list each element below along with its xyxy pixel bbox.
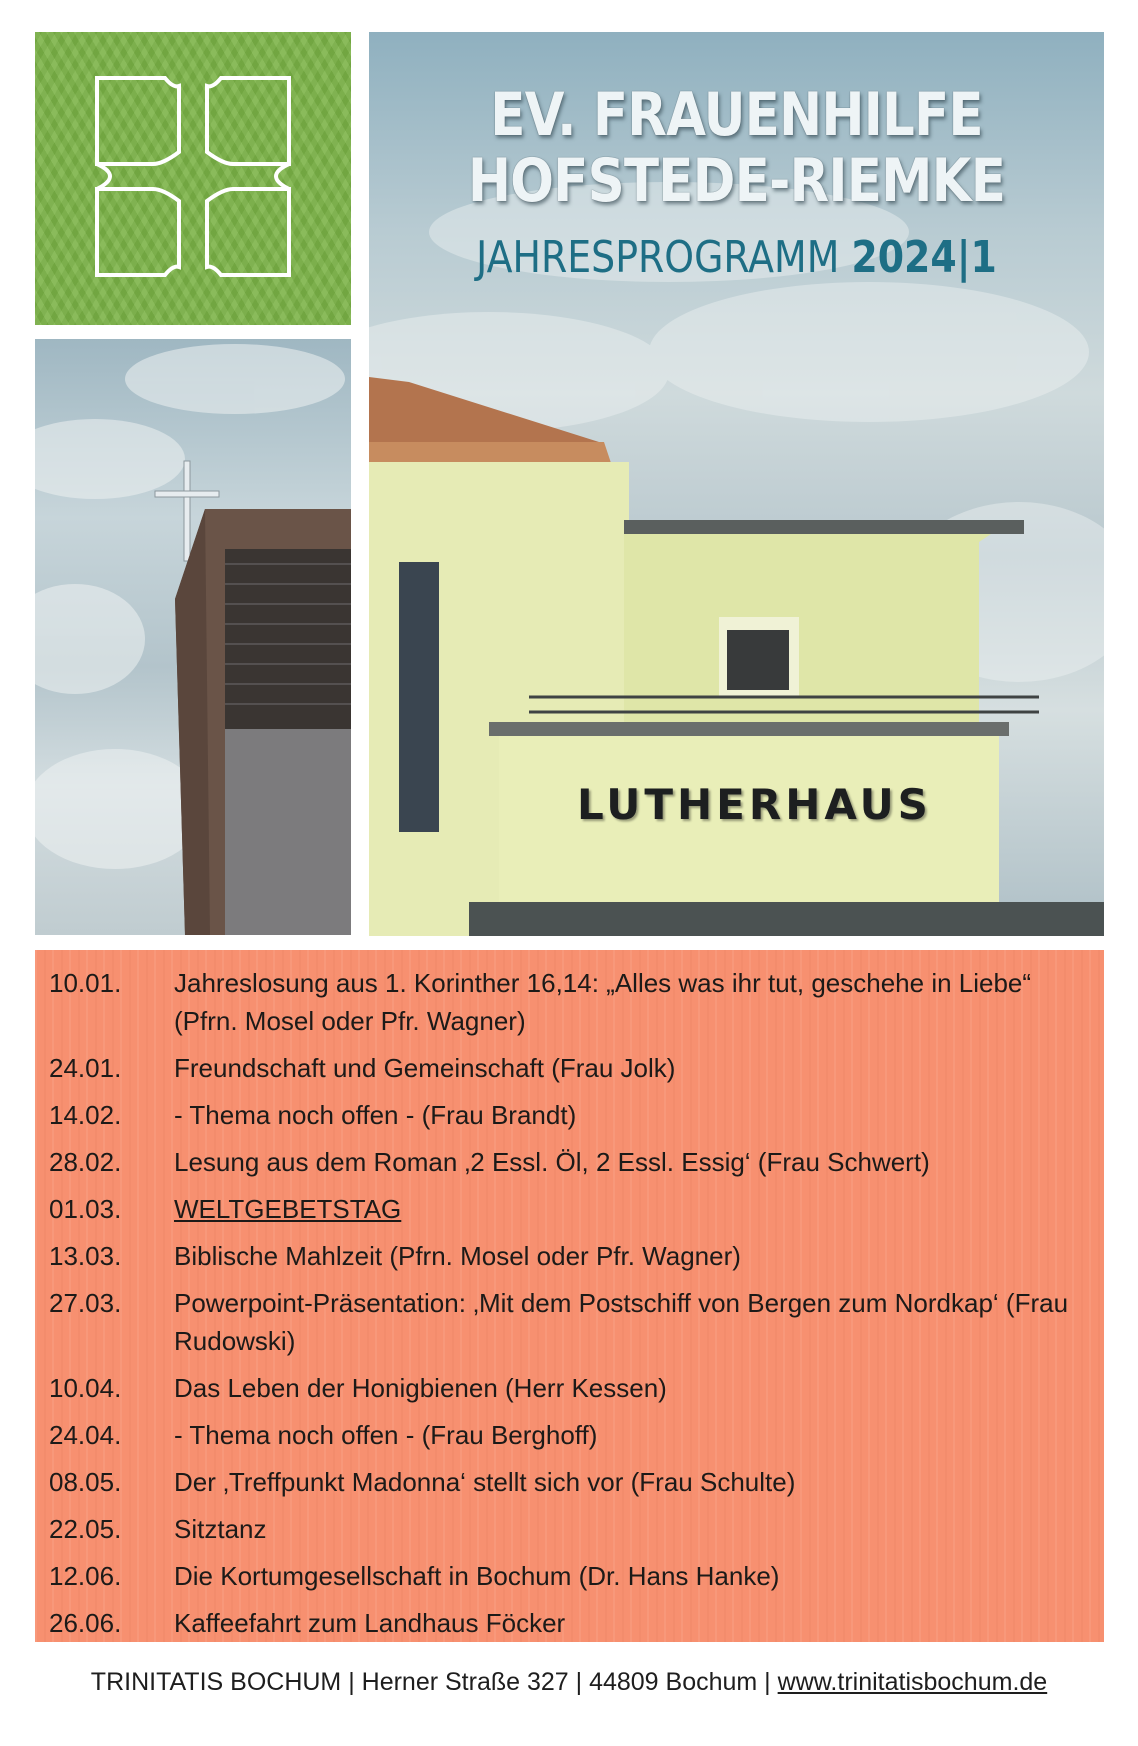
schedule-date: 12.06. <box>49 1561 122 1591</box>
lutherhaus-photo <box>369 32 1104 936</box>
schedule-row <box>35 1237 1104 1275</box>
schedule-date: 10.01. <box>49 968 122 998</box>
logo-panel <box>35 32 351 325</box>
schedule-text: Lesung aus dem Roman ‚2 Essl. Öl, 2 Essl. Essig‘ (Frau Schwert) <box>174 1147 930 1177</box>
schedule-row <box>35 1463 1104 1501</box>
schedule-row <box>35 1143 1104 1181</box>
schedule-date: 24.04. <box>49 1420 122 1450</box>
schedule-row <box>35 1049 1104 1087</box>
schedule-row <box>35 1284 1104 1360</box>
schedule-date: 22.05. <box>49 1514 122 1544</box>
program-subtitle <box>420 232 1052 283</box>
schedule-date: 14.02. <box>49 1100 122 1130</box>
schedule-text: Kaffeefahrt zum Landhaus Föcker <box>174 1608 566 1638</box>
schedule-list <box>35 950 1104 1642</box>
tower-scene <box>35 339 351 935</box>
schedule-date: 01.03. <box>49 1194 122 1224</box>
title-line-2: HOFSTEDE-RIEMKE <box>467 146 1006 216</box>
schedule-date: 26.06. <box>49 1608 122 1638</box>
schedule-date: 28.02. <box>49 1147 122 1177</box>
schedule-text: Der ‚Treffpunkt Madonna‘ stellt sich vor (Frau Schulte) <box>174 1467 796 1497</box>
subtitle-year: 2024|1 <box>851 232 997 283</box>
title-line-1: EV. FRAUENHILFE <box>490 80 983 150</box>
schedule-row <box>35 1416 1104 1454</box>
schedule-text: - Thema noch offen - (Frau Berghoff) <box>174 1420 598 1450</box>
schedule-text: Jahreslosung aus 1. Korinther 16,14: „Alles was ihr tut, geschehe in Liebe“ (Pfrn. Mosel oder Pfr. Wagner) <box>174 968 1032 1036</box>
website-link[interactable]: www.trinitatisbochum.de <box>777 1668 1048 1696</box>
schedule-text: - Thema noch offen - (Frau Brandt) <box>174 1100 577 1130</box>
schedule-text: Powerpoint-Präsentation: ‚Mit dem Postschiff von Bergen zum Nordkap‘ (Frau Rudowski) <box>174 1288 1069 1356</box>
schedule-row <box>35 1557 1104 1595</box>
church-tower-photo <box>35 339 351 935</box>
subtitle-prefix: JAHRESPROGRAMM <box>476 232 852 283</box>
cross-book-logo-icon <box>93 74 293 279</box>
schedule-text: Biblische Mahlzeit (Pfrn. Mosel oder Pfr. Wagner) <box>174 1241 741 1271</box>
footer <box>0 1668 1138 1697</box>
schedule-panel <box>35 950 1104 1642</box>
schedule-text: Die Kortumgesellschaft in Bochum (Dr. Hans Hanke) <box>174 1561 780 1591</box>
schedule-text: Freundschaft und Gemeinschaft (Frau Jolk) <box>174 1053 676 1083</box>
schedule-date: 27.03. <box>49 1288 122 1318</box>
schedule-row <box>35 1369 1104 1407</box>
building-sign: LUTHERHAUS <box>577 780 932 829</box>
schedule-date: 24.01. <box>49 1053 122 1083</box>
schedule-date: 10.04. <box>49 1373 122 1403</box>
title-block <box>369 82 1104 283</box>
schedule-row <box>35 1096 1104 1134</box>
schedule-text: Das Leben der Honigbienen (Herr Kessen) <box>174 1373 667 1403</box>
footer-address: TRINITATIS BOCHUM | Herner Straße 327 | 44809 Bochum | <box>90 1668 778 1696</box>
schedule-row <box>35 964 1104 1040</box>
schedule-date: 08.05. <box>49 1467 122 1497</box>
schedule-text: WELTGEBETSTAG <box>174 1194 402 1224</box>
schedule-text: Sitztanz <box>174 1514 267 1544</box>
schedule-row <box>35 1190 1104 1228</box>
schedule-row <box>35 1510 1104 1548</box>
schedule-row <box>35 1604 1104 1642</box>
schedule-date: 13.03. <box>49 1241 122 1271</box>
